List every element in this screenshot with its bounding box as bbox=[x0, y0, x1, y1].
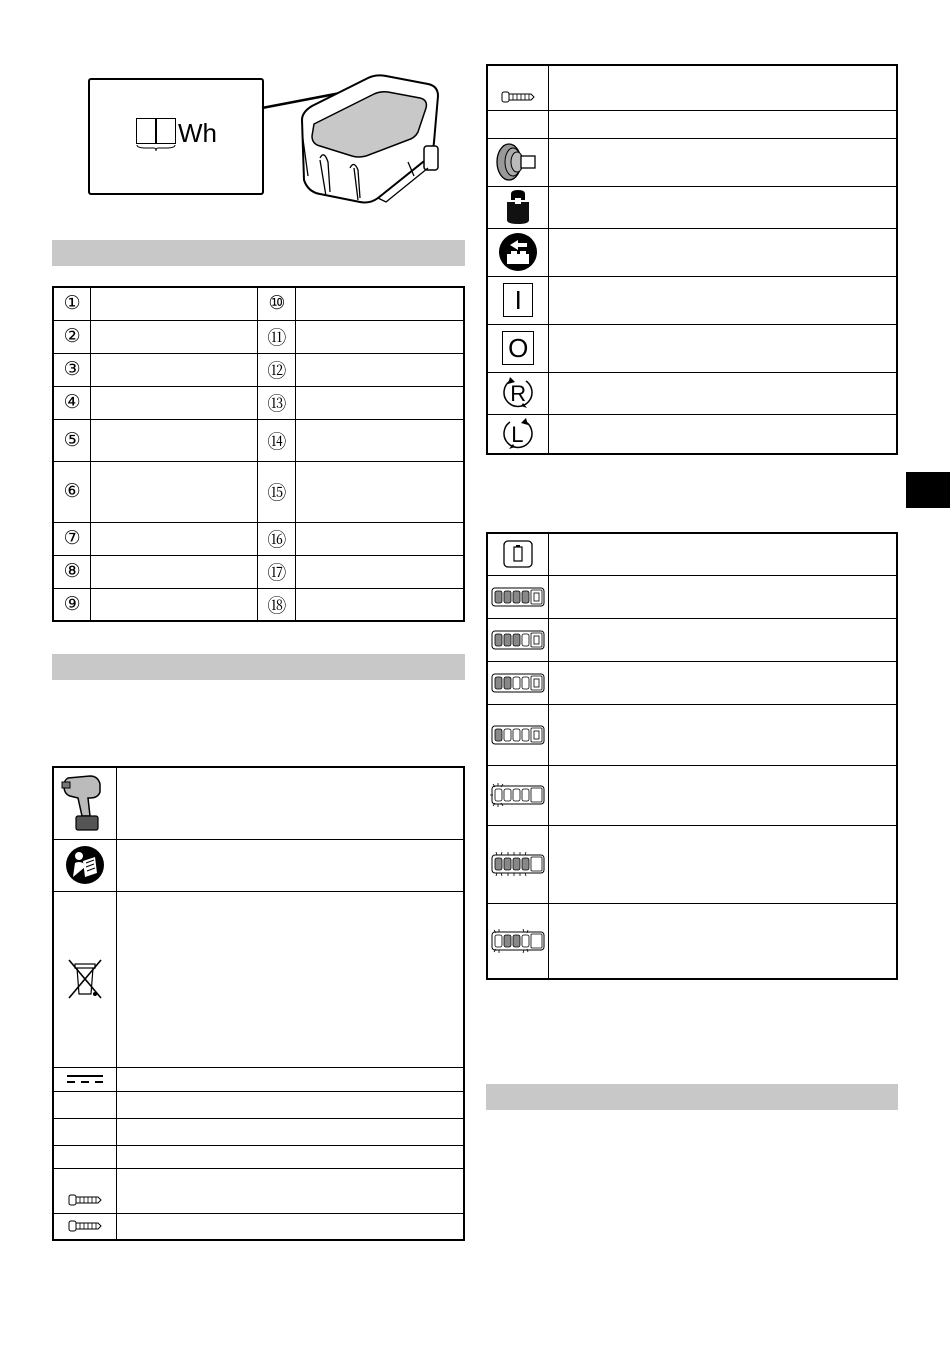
battery-remove-icon bbox=[498, 232, 538, 272]
table-row bbox=[53, 353, 464, 386]
section-bar-2 bbox=[52, 654, 465, 680]
indicator-2-bars-icon bbox=[491, 673, 545, 693]
rotation-r-text: R bbox=[510, 381, 527, 406]
section-bar-3 bbox=[486, 1084, 898, 1110]
table-row bbox=[487, 110, 897, 138]
indicator-alternate-blink-icon bbox=[490, 928, 546, 954]
table-row bbox=[53, 1168, 464, 1213]
section-bar-1 bbox=[52, 240, 465, 266]
read-manual-icon bbox=[65, 845, 105, 885]
battery-pack-illustration bbox=[258, 72, 448, 212]
table-row bbox=[53, 320, 464, 353]
symbols-table-right bbox=[486, 64, 898, 455]
brace-icon bbox=[136, 144, 176, 152]
part-number: ③ bbox=[53, 353, 91, 386]
crossed-bin-icon bbox=[65, 956, 105, 1002]
indicator-table bbox=[486, 532, 898, 980]
on-i-icon bbox=[503, 283, 533, 317]
table-row bbox=[487, 618, 897, 661]
screw-icon bbox=[68, 1219, 102, 1233]
table-row bbox=[487, 138, 897, 186]
rotation-r-icon bbox=[501, 376, 535, 410]
table-row bbox=[53, 588, 464, 621]
part-number: ⑭ bbox=[258, 419, 296, 461]
screw-icon bbox=[68, 1193, 102, 1207]
indicator-4-bars-icon bbox=[491, 587, 545, 607]
table-row bbox=[53, 419, 464, 461]
table-row bbox=[53, 1091, 464, 1118]
part-number: ⑮ bbox=[258, 461, 296, 522]
battery-outline-icon bbox=[503, 540, 533, 568]
part-number: ⑤ bbox=[53, 419, 91, 461]
table-row bbox=[53, 461, 464, 522]
part-number: ② bbox=[53, 320, 91, 353]
rotation-l-icon bbox=[501, 417, 535, 451]
table-row bbox=[53, 767, 464, 839]
part-number: ⑧ bbox=[53, 555, 91, 588]
on-i-text: I bbox=[514, 284, 522, 315]
table-row bbox=[487, 575, 897, 618]
part-number: ⑬ bbox=[258, 386, 296, 419]
table-row bbox=[53, 1145, 464, 1168]
table-row bbox=[487, 704, 897, 765]
table-row bbox=[487, 276, 897, 324]
wh-label-callout bbox=[88, 78, 264, 195]
table-row bbox=[487, 65, 897, 110]
symbols-table-left bbox=[52, 766, 465, 1241]
wh-blank-boxes bbox=[136, 118, 176, 144]
part-number: ⑰ bbox=[258, 555, 296, 588]
indicator-4-bars-blink-icon bbox=[490, 851, 546, 877]
table-row bbox=[53, 839, 464, 891]
table-row bbox=[53, 522, 464, 555]
indicator-1-bar-icon bbox=[491, 725, 545, 745]
side-tab bbox=[906, 472, 950, 508]
table-row bbox=[487, 186, 897, 228]
part-number: ⑪ bbox=[258, 320, 296, 353]
table-row bbox=[53, 1213, 464, 1240]
impact-driver-icon bbox=[60, 772, 110, 834]
part-number: ④ bbox=[53, 386, 91, 419]
rotation-l-text: L bbox=[511, 421, 524, 447]
anvil-socket-icon bbox=[495, 142, 541, 182]
indicator-3-bars-icon bbox=[491, 630, 545, 650]
part-number: ⑨ bbox=[53, 588, 91, 621]
table-row bbox=[487, 372, 897, 414]
part-number: ⑫ bbox=[258, 353, 296, 386]
table-row bbox=[487, 765, 897, 825]
screw-icon bbox=[501, 90, 535, 104]
table-row bbox=[487, 825, 897, 903]
table-row bbox=[53, 287, 464, 320]
indicator-1-bar-blink-icon bbox=[490, 782, 546, 808]
part-number: ⑯ bbox=[258, 522, 296, 555]
table-row bbox=[487, 661, 897, 704]
part-number: ⑱ bbox=[258, 588, 296, 621]
part-number: ⑩ bbox=[258, 287, 296, 320]
table-row bbox=[53, 386, 464, 419]
part-number: ⑥ bbox=[53, 461, 91, 522]
table-row bbox=[53, 891, 464, 1067]
off-o-text: O bbox=[508, 332, 529, 363]
part-number: ⑦ bbox=[53, 522, 91, 555]
table-row bbox=[487, 324, 897, 372]
table-row bbox=[53, 1118, 464, 1145]
bit-holder-icon bbox=[503, 190, 533, 224]
direct-current-icon bbox=[65, 1073, 105, 1085]
off-o-icon bbox=[502, 331, 534, 365]
table-row bbox=[487, 414, 897, 454]
part-number: ① bbox=[53, 287, 91, 320]
table-row bbox=[487, 903, 897, 979]
table-row bbox=[53, 555, 464, 588]
wh-unit-text: Wh bbox=[178, 118, 217, 148]
table-row bbox=[487, 228, 897, 276]
table-row bbox=[487, 533, 897, 575]
table-row bbox=[53, 1067, 464, 1091]
parts-table bbox=[52, 286, 465, 622]
